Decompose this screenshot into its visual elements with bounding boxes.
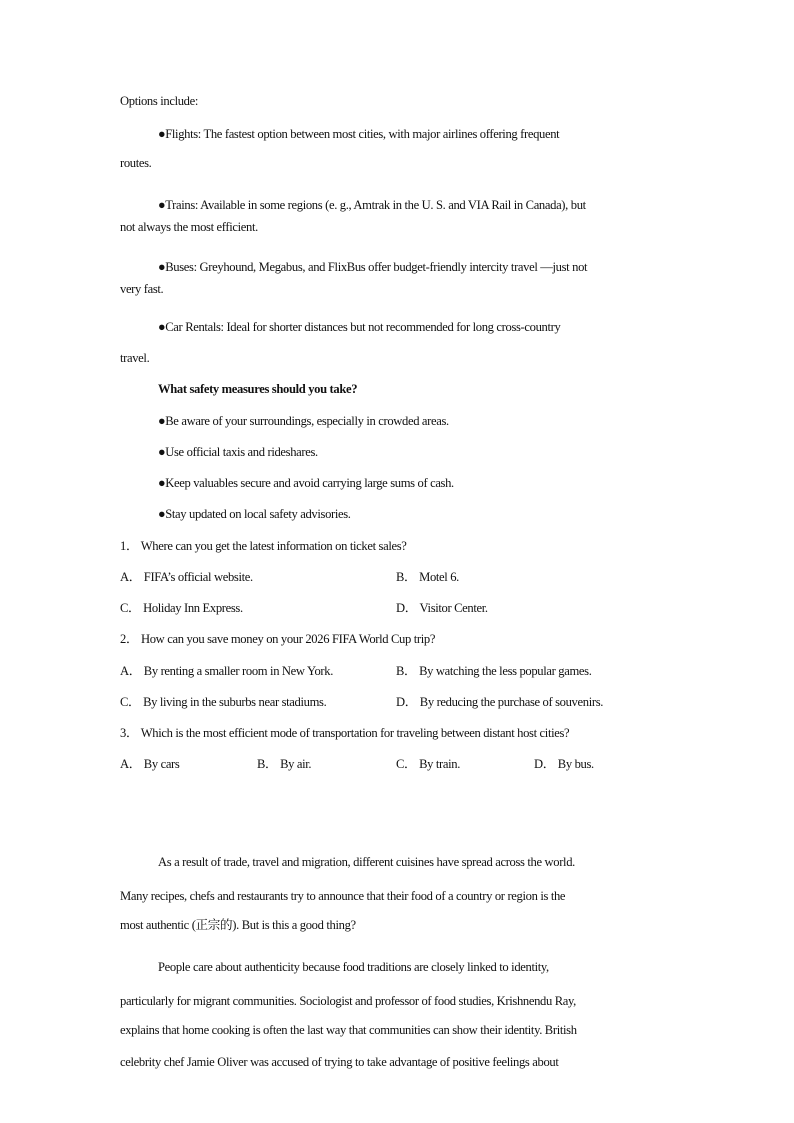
passage-p2-line2: particularly for migrant communities. Sociologist and professor of food studies, Krishnendu Ray, [120, 994, 576, 1008]
transport-buses-line1: ●Buses: Greyhound, Megabus, and FlixBus offer budget-friendly intercity travel —just not [158, 260, 588, 274]
question-3-stem: 3． Which is the most efficient mode of transportation for traveling between distant host cities? [120, 726, 570, 740]
question-2-stem: 2． How can you save money on your 2026 FIFA World Cup trip? [120, 632, 436, 646]
question-2-option-d: D． By reducing the purchase of souvenirs. [396, 695, 604, 709]
question-1-option-a: A． FIFA’s official website. [120, 570, 253, 584]
question-2-option-b: B． By watching the less popular games. [396, 664, 592, 678]
passage-p2-line4: celebrity chef Jamie Oliver was accused of trying to take advantage of positive feelings about [120, 1055, 559, 1069]
passage-p2-line1: People care about authenticity because food traditions are closely linked to identity, [158, 960, 549, 974]
safety-item-advisories: ●Stay updated on local safety advisories. [158, 507, 351, 521]
transport-car-rentals-line1: ●Car Rentals: Ideal for shorter distances but not recommended for long cross-country [158, 320, 561, 334]
transport-flights-line1: ●Flights: The fastest option between most cities, with major airlines offering frequent [158, 127, 560, 141]
passage-p1-line1: As a result of trade, travel and migration, different cuisines have spread across the world. [158, 855, 575, 869]
question-3-option-c: C． By train. [396, 757, 461, 771]
question-3-option-a: A． By cars [120, 757, 180, 771]
safety-item-valuables: ●Keep valuables secure and avoid carrying large sums of cash. [158, 476, 454, 490]
question-1-option-d: D． Visitor Center. [396, 601, 488, 615]
safety-item-aware: ●Be aware of your surroundings, especially in crowded areas. [158, 414, 449, 428]
safety-heading: What safety measures should you take? [158, 382, 358, 396]
question-2-option-c: C． By living in the suburbs near stadiums. [120, 695, 327, 709]
transport-buses-line2: very fast. [120, 282, 164, 296]
question-1-option-b: B． Motel 6. [396, 570, 459, 584]
question-3-option-b: B． By air. [257, 757, 312, 771]
question-1-stem: 1． Where can you get the latest information on ticket sales? [120, 539, 407, 553]
question-1-option-c: C． Holiday Inn Express. [120, 601, 243, 615]
safety-item-taxis: ●Use official taxis and rideshares. [158, 445, 318, 459]
transport-car-rentals-line2: travel. [120, 351, 150, 365]
question-2-option-a: A． By renting a smaller room in New York. [120, 664, 334, 678]
passage-p2-line3: explains that home cooking is often the last way that communities can show their identity. British [120, 1023, 577, 1037]
transport-flights-line2: routes. [120, 156, 152, 170]
transport-trains-line1: ●Trains: Available in some regions (e. g., Amtrak in the U. S. and VIA Rail in Canada), but [158, 198, 586, 212]
passage-p1-line3: most authentic (正宗的). But is this a good thing? [120, 918, 356, 932]
passage-p1-line2: Many recipes, chefs and restaurants try to announce that their food of a country or region is the [120, 889, 566, 903]
transport-trains-line2: not always the most efficient. [120, 220, 258, 234]
question-3-option-d: D． By bus. [534, 757, 594, 771]
options-intro: Options include: [120, 94, 198, 108]
